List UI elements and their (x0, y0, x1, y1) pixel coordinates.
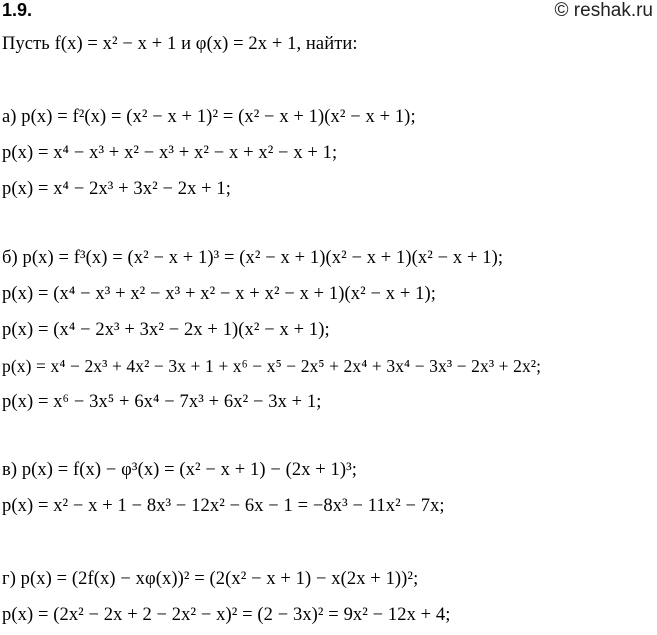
part-d-line-1: г) p(x) = (2f(x) − xφ(x))² = (2(x² − x + 1) − x(2x + 1))²; (2, 569, 419, 589)
part-b-line-3: p(x) = (x⁴ − 2x³ + 3x² − 2x + 1)(x² − x + 1); (2, 320, 330, 340)
part-a-line-3: p(x) = x⁴ − 2x³ + 3x² − 2x + 1; (2, 179, 232, 199)
intro-text: Пусть f(x) = x² − x + 1 и φ(x) = 2x + 1, найти: (2, 34, 358, 54)
part-c-line-2: p(x) = x² − x + 1 − 8x³ − 12x² − 6x − 1 = −8x³ − 11x² − 7x; (2, 496, 445, 516)
part-a-line-2: p(x) = x⁴ − x³ + x² − x³ + x² − x + x² − x + 1; (2, 143, 338, 163)
watermark: © reshak.ru (554, 0, 653, 21)
part-b-line-4: p(x) = x⁴ − 2x³ + 4x² − 3x + 1 + x⁶ − x⁵ − 2x⁵ + 2x⁴ + 3x⁴ − 3x³ − 2x³ + 2x²; (2, 356, 542, 376)
part-c-line-1: в) p(x) = f(x) − φ³(x) = (x² − x + 1) − (2x + 1)³; (2, 460, 358, 480)
part-b-line-5: p(x) = x⁶ − 3x⁵ + 6x⁴ − 7x³ + 6x² − 3x + 1; (2, 392, 322, 412)
part-a-line-1: а) p(x) = f²(x) = (x² − x + 1)² = (x² − x + 1)(x² − x + 1); (2, 107, 416, 127)
part-b-line-2: p(x) = (x⁴ − x³ + x² − x³ + x² − x + x² − x + 1)(x² − x + 1); (2, 284, 436, 304)
part-b-line-1: б) p(x) = f³(x) = (x² − x + 1)³ = (x² − x + 1)(x² − x + 1)(x² − x + 1); (2, 248, 504, 268)
part-d-line-2: p(x) = (2x² − 2x + 2 − 2x² − x)² = (2 − 3x)² = 9x² − 12x + 4; (2, 605, 451, 625)
problem-number: 1.9. (2, 0, 33, 20)
